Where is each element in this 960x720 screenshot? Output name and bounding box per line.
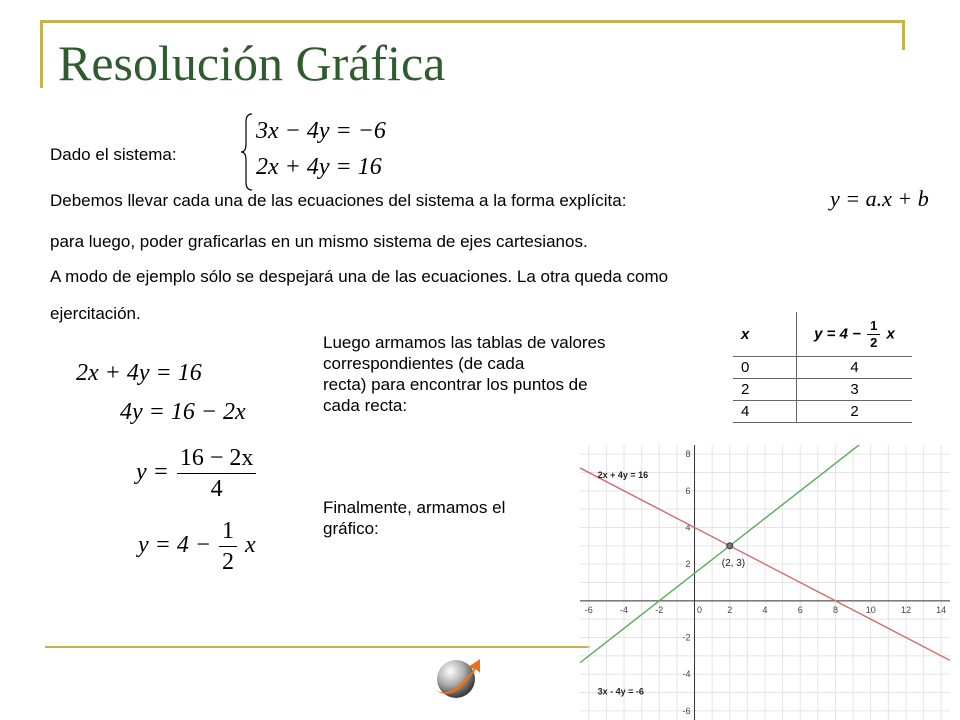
step-4-numerator: 1 [219,516,237,547]
x-tick-label: -6 [584,604,593,615]
y-tick-label: -2 [682,632,691,643]
y-tick-label: 4 [685,522,691,533]
table-cell-y: 3 [797,379,913,401]
explicit-intro: Debemos llevar cada una de las ecuaciones del sistema a la forma explícita: [50,191,627,210]
y-tick-label: 8 [685,449,691,460]
slide-title: Resolución Gráfica [58,35,446,91]
step-3-numerator: 16 − 2x [177,443,257,474]
final-text-line-2: gráfico: [323,519,379,538]
tables-text [323,332,606,416]
tables-text-line-3: recta) para encontrar los puntos de [323,375,588,394]
y-tick-label: -4 [682,669,691,680]
step-3 [136,443,258,504]
table-row [733,357,912,379]
step-4 [138,516,256,577]
step-4-denominator: 2 [222,549,235,575]
series-label-2: 3x - 4y = -6 [597,686,644,697]
y-tick-label: -6 [682,705,691,716]
header-y-right: x [886,324,895,342]
final-text-line-1: Finalmente, armamos el [323,498,506,517]
x-tick-label: -4 [620,604,629,615]
tables-text-line-1: Luego armamos las tablas de valores [323,333,606,352]
step-4-fraction [219,516,237,577]
line-graph [580,445,950,720]
step-4-right: x [245,532,256,559]
step-3-left: y = [136,459,169,486]
given-label: Dado el sistema: [50,145,177,164]
header-y-denominator: 2 [870,334,878,350]
header-y-fraction [867,318,880,351]
step-2: 4y = 16 − 2x [120,399,246,425]
table-cell-y: 4 [797,357,913,379]
step-3-fraction [177,443,257,504]
value-table-header-x: x [733,312,797,357]
x-tick-label: 14 [936,604,947,615]
x-tick-label: 12 [900,604,911,615]
step-3-denominator: 4 [210,476,223,502]
system-equation-1: 3x − 4y = −6 [256,118,386,144]
value-table [733,312,912,423]
x-tick-label: 6 [797,604,803,615]
table-row [733,379,912,401]
x-tick-label: 10 [865,604,876,615]
x-tick-label: 0 [697,604,703,615]
frame-left-line [40,20,43,88]
x-tick-label: 8 [832,604,838,615]
example-line-2: ejercitación. [50,304,141,323]
table-row [733,401,912,423]
x-tick-label: 4 [762,604,768,615]
left-brace-icon [240,112,254,192]
x-tick-label: -2 [655,604,664,615]
frame-top-line [40,20,905,23]
frame-bottom-line [45,646,590,648]
equation-system [240,112,400,192]
series-label-1: 2x + 4y = 16 [597,470,649,480]
header-y-numerator: 1 [867,318,880,335]
y-tick-label: 2 [685,559,691,570]
table-cell-x: 0 [733,357,797,379]
value-table-header-y [797,312,913,357]
step-4-left: y = 4 − [138,532,212,559]
system-equation-2: 2x + 4y = 16 [256,154,382,180]
header-y-left: y = 4 − [814,324,861,342]
table-cell-x: 4 [733,401,797,423]
final-text [323,497,505,539]
table-cell-y: 2 [797,401,913,423]
intersection-point [727,543,733,549]
tables-text-line-4: cada recta: [323,396,408,415]
x-tick-label: 2 [727,604,733,615]
step-1: 2x + 4y = 16 [76,360,202,386]
globe-arrow-logo-icon [430,655,486,705]
example-line-1: A modo de ejemplo sólo se despejará una de las ecuaciones. La otra queda como [50,267,669,286]
y-tick-label: 6 [685,485,691,496]
frame-right-line [902,20,905,50]
tables-text-line-2: correspondientes (de cada [323,354,525,373]
intersection-label: (2, 3) [721,557,746,569]
graph-intro: para luego, poder graficarlas en un mismo sistema de ejes cartesianos. [50,232,588,251]
explicit-form: y = a.x + b [830,186,929,211]
table-cell-x: 2 [733,379,797,401]
